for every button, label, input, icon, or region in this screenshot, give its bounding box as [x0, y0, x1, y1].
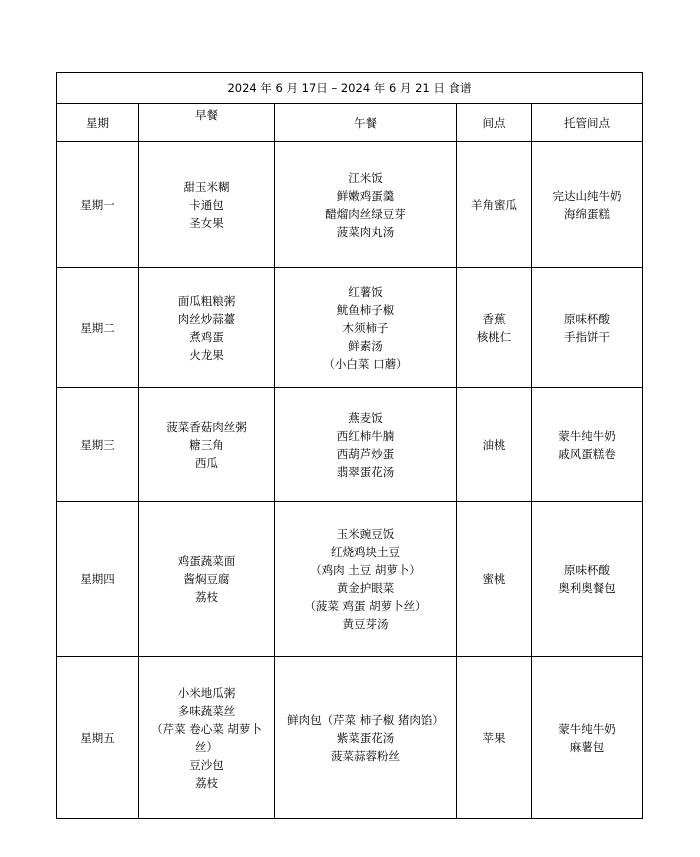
day-cell: 星期一: [57, 142, 139, 268]
lunch-cell: [275, 142, 457, 268]
lunch-item: 黄金护眼菜: [336, 581, 395, 595]
lunch-cell: [275, 502, 457, 657]
breakfast-item: 卡通包: [189, 197, 224, 212]
lunch-item: 紫菜蛋花汤: [336, 730, 395, 745]
afternoon-item: 手指饼干: [564, 329, 610, 344]
afternoon-snack-cell: [532, 502, 643, 657]
snack-item: 核桃仁: [476, 329, 512, 344]
header-snack: 间点: [457, 104, 532, 142]
lunch-item: （菠菜 鸡蛋 胡萝卜丝）: [304, 599, 427, 613]
breakfast-item: 小米地瓜粥: [177, 685, 236, 700]
snack-cell: [457, 142, 532, 268]
lunch-item: 菠菜肉丸汤: [336, 224, 395, 239]
day-cell: 星期二: [57, 268, 139, 388]
lunch-item: 燕麦饭: [348, 410, 383, 425]
header-lunch: 午餐: [275, 104, 457, 142]
breakfast-item: 鸡蛋蔬菜面: [177, 554, 236, 568]
day-cell: 星期三: [57, 388, 139, 502]
table-row: [57, 657, 643, 819]
lunch-item: 鲜嫩鸡蛋羹: [336, 188, 395, 203]
afternoon-snack-cell: [532, 142, 643, 268]
snack-cell: [457, 268, 532, 388]
breakfast-cell: [139, 657, 275, 819]
lunch-item: 西红柿牛腩: [336, 428, 395, 443]
breakfast-item: （芹菜 卷心菜 胡萝卜丝）: [151, 721, 262, 754]
lunch-item: 红烧鸡块土豆: [331, 545, 400, 559]
breakfast-item: 甜玉米糊: [183, 179, 230, 194]
lunch-item: 玉米豌豆饭: [336, 527, 395, 541]
snack-item: 羊角蜜瓜: [471, 197, 517, 212]
snack-item: 香蕉: [482, 311, 506, 326]
breakfast-item: 荔枝: [195, 590, 218, 604]
lunch-item: （鸡肉 土豆 胡萝卜）: [310, 563, 421, 577]
table-row: [57, 142, 643, 268]
afternoon-item: 蒙牛纯牛奶: [558, 428, 616, 443]
breakfast-cell: [139, 388, 275, 502]
lunch-cell: [275, 657, 457, 819]
afternoon-snack-cell: [532, 388, 643, 502]
breakfast-item: 火龙果: [189, 347, 224, 362]
breakfast-item: 菠菜香菇肉丝粥: [166, 419, 247, 434]
lunch-item: 红薯饭: [348, 284, 383, 299]
afternoon-item: 戚风蛋糕卷: [558, 446, 616, 461]
afternoon-item: 原味杯酸: [564, 563, 610, 577]
afternoon-item: 海绵蛋糕: [564, 206, 610, 221]
day-cell: 星期五: [57, 657, 139, 819]
header-breakfast: 早餐: [139, 104, 275, 142]
breakfast-cell: [139, 502, 275, 657]
menu-table: [56, 72, 643, 819]
lunch-cell: [275, 388, 457, 502]
breakfast-item: 豆沙包: [189, 757, 224, 772]
table-row: [57, 388, 643, 502]
breakfast-item: 煮鸡蛋: [189, 329, 224, 344]
header-afternoon: 托管间点: [532, 104, 643, 142]
breakfast-item: 荔枝: [195, 775, 218, 790]
lunch-item: （小白菜 口蘑）: [323, 356, 408, 371]
breakfast-item: 酱焖豆腐: [183, 572, 230, 586]
lunch-item: 鲜素汤: [348, 338, 383, 353]
lunch-item: 鲜肉包（芹菜 柿子椒 猪肉馅）: [287, 712, 444, 727]
breakfast-cell: [139, 268, 275, 388]
lunch-item: 菠菜蒜蓉粉丝: [331, 748, 400, 763]
header-day: 星期: [57, 104, 139, 142]
breakfast-item: 圣女果: [189, 215, 224, 230]
menu-title: 2024 年 6 月 17日 – 2024 年 6 月 21 日 食谱: [57, 73, 643, 104]
table-row: [57, 268, 643, 388]
day-cell: 星期四: [57, 502, 139, 657]
lunch-item: 鱿鱼柿子椒: [336, 302, 395, 317]
lunch-item: 翡翠蛋花汤: [336, 464, 395, 479]
snack-item: 苹果: [482, 730, 506, 745]
breakfast-item: 西瓜: [195, 455, 218, 470]
breakfast-cell: [139, 142, 275, 268]
lunch-cell: [275, 268, 457, 388]
snack-cell: [457, 657, 532, 819]
afternoon-item: 奥利奥餐包: [558, 581, 616, 595]
table-row: [57, 502, 643, 657]
breakfast-item: 糖三角: [189, 437, 224, 452]
lunch-item: 江米饭: [348, 170, 383, 185]
afternoon-item: 完达山纯牛奶: [552, 188, 622, 203]
snack-item: 蜜桃: [482, 572, 506, 586]
lunch-item: 西葫芦炒蛋: [336, 446, 395, 461]
lunch-item: 醋熘肉丝绿豆芽: [325, 206, 406, 221]
snack-item: 油桃: [482, 437, 506, 452]
breakfast-item: 多味蔬菜丝: [177, 703, 236, 718]
afternoon-item: 蒙牛纯牛奶: [558, 721, 616, 736]
afternoon-snack-cell: [532, 268, 643, 388]
afternoon-item: 麻薯包: [569, 739, 605, 754]
lunch-item: 黄豆芽汤: [342, 617, 389, 631]
breakfast-item: 肉丝炒蒜薹: [177, 311, 236, 326]
afternoon-item: 原味杯酸: [564, 311, 610, 326]
snack-cell: [457, 388, 532, 502]
snack-cell: [457, 502, 532, 657]
afternoon-snack-cell: [532, 657, 643, 819]
breakfast-item: 面瓜粗粮粥: [177, 293, 236, 308]
lunch-item: 木须柿子: [342, 320, 389, 335]
